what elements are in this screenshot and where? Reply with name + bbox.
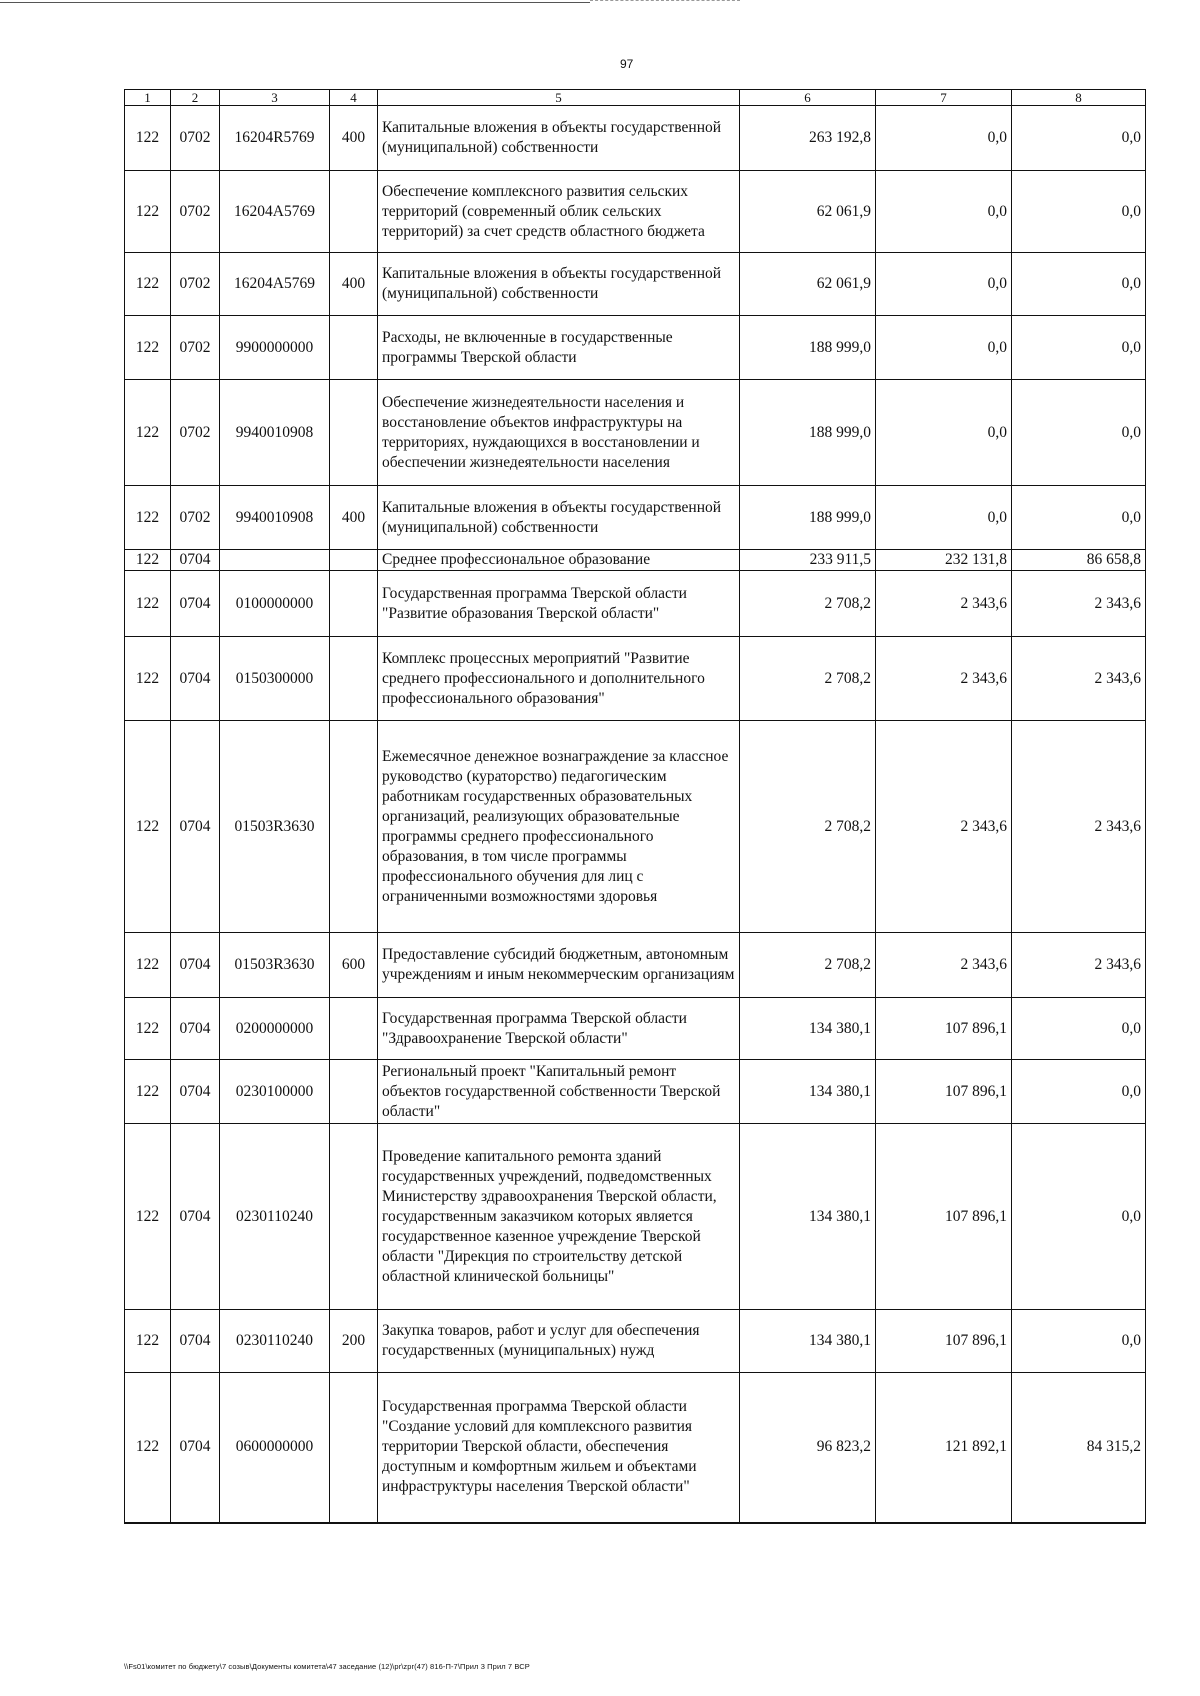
target-article: 16204R5769: [220, 106, 330, 171]
amount-col7: 0,0: [876, 316, 1012, 380]
amount-col6: 134 380,1: [740, 1060, 876, 1124]
column-header: 4: [330, 90, 378, 106]
target-article: 0600000000: [220, 1373, 330, 1523]
target-article: 16204А5769: [220, 171, 330, 253]
expense-type: [330, 1060, 378, 1124]
section-code: 0704: [171, 1060, 220, 1124]
target-article: 0230110240: [220, 1124, 330, 1310]
description: Капитальные вложения в объекты государственной (муниципальной) собственности: [378, 106, 740, 171]
table-row: [125, 316, 1146, 380]
ministry-code: 122: [125, 550, 171, 571]
expense-type: [330, 380, 378, 486]
table-row: [125, 486, 1146, 550]
ministry-code: 122: [125, 1373, 171, 1523]
amount-col6: 188 999,0: [740, 380, 876, 486]
expense-type: [330, 316, 378, 380]
target-article: 0230100000: [220, 1060, 330, 1124]
description: Региональный проект "Капитальный ремонт объектов государственной собственности Тверской области": [378, 1060, 740, 1124]
ministry-code: 122: [125, 571, 171, 637]
section-code: 0704: [171, 637, 220, 721]
scan-edge-line: [0, 2, 590, 3]
table-row: [125, 721, 1146, 933]
target-article: 9940010908: [220, 486, 330, 550]
table-row: [125, 253, 1146, 316]
column-number-row: [125, 90, 1146, 106]
table-row: [125, 550, 1146, 571]
table-row: [125, 998, 1146, 1060]
target-article: 9940010908: [220, 380, 330, 486]
column-header: 1: [125, 90, 171, 106]
amount-col7: 107 896,1: [876, 1060, 1012, 1124]
ministry-code: 122: [125, 171, 171, 253]
amount-col6: 2 708,2: [740, 637, 876, 721]
description: Государственная программа Тверской области "Создание условий для комплексного развития территории Тверской области, обеспечения доступным и комфортным жильем и объектами инфраструктуры населения Тверской области": [378, 1373, 740, 1523]
ministry-code: 122: [125, 1124, 171, 1310]
amount-col7: 0,0: [876, 253, 1012, 316]
expense-type: 400: [330, 486, 378, 550]
table-row: [125, 1373, 1146, 1523]
description: Государственная программа Тверской области "Здравоохранение Тверской области": [378, 998, 740, 1060]
expense-type: 600: [330, 933, 378, 998]
ministry-code: 122: [125, 106, 171, 171]
expense-type: 200: [330, 1310, 378, 1373]
amount-col7: 0,0: [876, 380, 1012, 486]
section-code: 0702: [171, 380, 220, 486]
expense-type: [330, 998, 378, 1060]
amount-col6: 62 061,9: [740, 253, 876, 316]
amount-col8: 0,0: [1012, 1124, 1146, 1310]
amount-col6: 134 380,1: [740, 998, 876, 1060]
amount-col6: 233 911,5: [740, 550, 876, 571]
amount-col8: 0,0: [1012, 380, 1146, 486]
amount-col7: 107 896,1: [876, 998, 1012, 1060]
section-code: 0704: [171, 571, 220, 637]
amount-col6: 134 380,1: [740, 1310, 876, 1373]
description: Государственная программа Тверской области "Развитие образования Тверской области": [378, 571, 740, 637]
target-article: 0100000000: [220, 571, 330, 637]
table-row: [125, 1060, 1146, 1124]
section-code: 0704: [171, 1124, 220, 1310]
expense-type: [330, 637, 378, 721]
description: Ежемесячное денежное вознаграждение за классное руководство (кураторство) педагогическим работникам государственных образовательных организаций, реализующих образовательные программы среднего профессионального образования, в том числе программы профессионального обучения для лиц с ограниченными возможностями здоровья: [378, 721, 740, 933]
section-code: 0704: [171, 1373, 220, 1523]
expense-type: [330, 1373, 378, 1523]
column-header: 2: [171, 90, 220, 106]
amount-col7: 2 343,6: [876, 721, 1012, 933]
amount-col8: 0,0: [1012, 998, 1146, 1060]
table-row: [125, 380, 1146, 486]
ministry-code: 122: [125, 998, 171, 1060]
column-header: 6: [740, 90, 876, 106]
column-header: 3: [220, 90, 330, 106]
expense-type: [330, 571, 378, 637]
column-header: 5: [378, 90, 740, 106]
table-row: [125, 637, 1146, 721]
amount-col7: 2 343,6: [876, 933, 1012, 998]
target-article: 0150300000: [220, 637, 330, 721]
section-code: 0704: [171, 933, 220, 998]
ministry-code: 122: [125, 380, 171, 486]
amount-col8: 86 658,8: [1012, 550, 1146, 571]
target-article: [220, 550, 330, 571]
amount-col7: 2 343,6: [876, 571, 1012, 637]
amount-col8: 0,0: [1012, 316, 1146, 380]
amount-col6: 96 823,2: [740, 1373, 876, 1523]
target-article: 0200000000: [220, 998, 330, 1060]
section-code: 0704: [171, 550, 220, 571]
amount-col7: 0,0: [876, 486, 1012, 550]
amount-col8: 0,0: [1012, 1310, 1146, 1373]
section-code: 0704: [171, 1310, 220, 1373]
ministry-code: 122: [125, 637, 171, 721]
target-article: 01503R3630: [220, 721, 330, 933]
ministry-code: 122: [125, 253, 171, 316]
amount-col6: 2 708,2: [740, 571, 876, 637]
column-header: 8: [1012, 90, 1146, 106]
section-code: 0702: [171, 106, 220, 171]
table-row: [125, 1124, 1146, 1310]
description: Расходы, не включенные в государственные программы Тверской области: [378, 316, 740, 380]
expense-type: [330, 171, 378, 253]
expense-type: [330, 721, 378, 933]
target-article: 01503R3630: [220, 933, 330, 998]
ministry-code: 122: [125, 721, 171, 933]
description: Среднее профессиональное образование: [378, 550, 740, 571]
amount-col6: 188 999,0: [740, 486, 876, 550]
amount-col6: 2 708,2: [740, 933, 876, 998]
description: Капитальные вложения в объекты государственной (муниципальной) собственности: [378, 486, 740, 550]
amount-col8: 2 343,6: [1012, 571, 1146, 637]
amount-col8: 0,0: [1012, 253, 1146, 316]
description: Проведение капитального ремонта зданий государственных учреждений, подведомственных Министерству здравоохранения Тверской области, государственным заказчиком которых является государственное казенное учреждение Тверской области "Дирекция по строительству детской областной клинической больницы": [378, 1124, 740, 1310]
page-number: 97: [620, 57, 634, 71]
amount-col8: 2 343,6: [1012, 721, 1146, 933]
budget-table: [124, 89, 1146, 1524]
amount-col7: 0,0: [876, 106, 1012, 171]
expense-type: [330, 1124, 378, 1310]
table-row: [125, 1310, 1146, 1373]
footer-file-path: \\Fs01\комитет по бюджету\7 созыв\Документы комитета\47 заседание (12)\pr\zpr(47) 816-П-7\Прил 3 Прил 7 ВСР: [124, 1662, 530, 1671]
expense-type: 400: [330, 106, 378, 171]
ministry-code: 122: [125, 1310, 171, 1373]
amount-col7: 232 131,8: [876, 550, 1012, 571]
table-row: [125, 571, 1146, 637]
table-row: [125, 106, 1146, 171]
amount-col8: 0,0: [1012, 486, 1146, 550]
scan-edge-line: [590, 0, 740, 1]
table-row: [125, 933, 1146, 998]
expense-type: [330, 550, 378, 571]
section-code: 0702: [171, 253, 220, 316]
amount-col7: 2 343,6: [876, 637, 1012, 721]
section-code: 0702: [171, 486, 220, 550]
amount-col6: 188 999,0: [740, 316, 876, 380]
section-code: 0702: [171, 171, 220, 253]
ministry-code: 122: [125, 1060, 171, 1124]
amount-col6: 263 192,8: [740, 106, 876, 171]
amount-col8: 2 343,6: [1012, 637, 1146, 721]
amount-col7: 0,0: [876, 171, 1012, 253]
amount-col7: 107 896,1: [876, 1310, 1012, 1373]
description: Обеспечение жизнедеятельности населения и восстановление объектов инфраструктуры на территориях, нуждающихся в восстановлении и обеспечении жизнедеятельности населения: [378, 380, 740, 486]
amount-col6: 2 708,2: [740, 721, 876, 933]
ministry-code: 122: [125, 933, 171, 998]
description: Комплекс процессных мероприятий "Развитие среднего профессионального и дополнительного профессионального образования": [378, 637, 740, 721]
amount-col6: 62 061,9: [740, 171, 876, 253]
amount-col8: 84 315,2: [1012, 1373, 1146, 1523]
description: Обеспечение комплексного развития сельских территорий (современный облик сельских территорий) за счет средств областного бюджета: [378, 171, 740, 253]
amount-col8: 0,0: [1012, 1060, 1146, 1124]
ministry-code: 122: [125, 486, 171, 550]
section-code: 0702: [171, 316, 220, 380]
amount-col7: 107 896,1: [876, 1124, 1012, 1310]
amount-col7: 121 892,1: [876, 1373, 1012, 1523]
section-code: 0704: [171, 998, 220, 1060]
amount-col8: 0,0: [1012, 106, 1146, 171]
ministry-code: 122: [125, 316, 171, 380]
amount-col8: 2 343,6: [1012, 933, 1146, 998]
expense-type: 400: [330, 253, 378, 316]
target-article: 0230110240: [220, 1310, 330, 1373]
column-header: 7: [876, 90, 1012, 106]
amount-col6: 134 380,1: [740, 1124, 876, 1310]
table-row: [125, 171, 1146, 253]
description: Капитальные вложения в объекты государственной (муниципальной) собственности: [378, 253, 740, 316]
description: Закупка товаров, работ и услуг для обеспечения государственных (муниципальных) нужд: [378, 1310, 740, 1373]
target-article: 16204А5769: [220, 253, 330, 316]
amount-col8: 0,0: [1012, 171, 1146, 253]
description: Предоставление субсидий бюджетным, автономным учреждениям и иным некоммерческим организациям: [378, 933, 740, 998]
target-article: 9900000000: [220, 316, 330, 380]
section-code: 0704: [171, 721, 220, 933]
